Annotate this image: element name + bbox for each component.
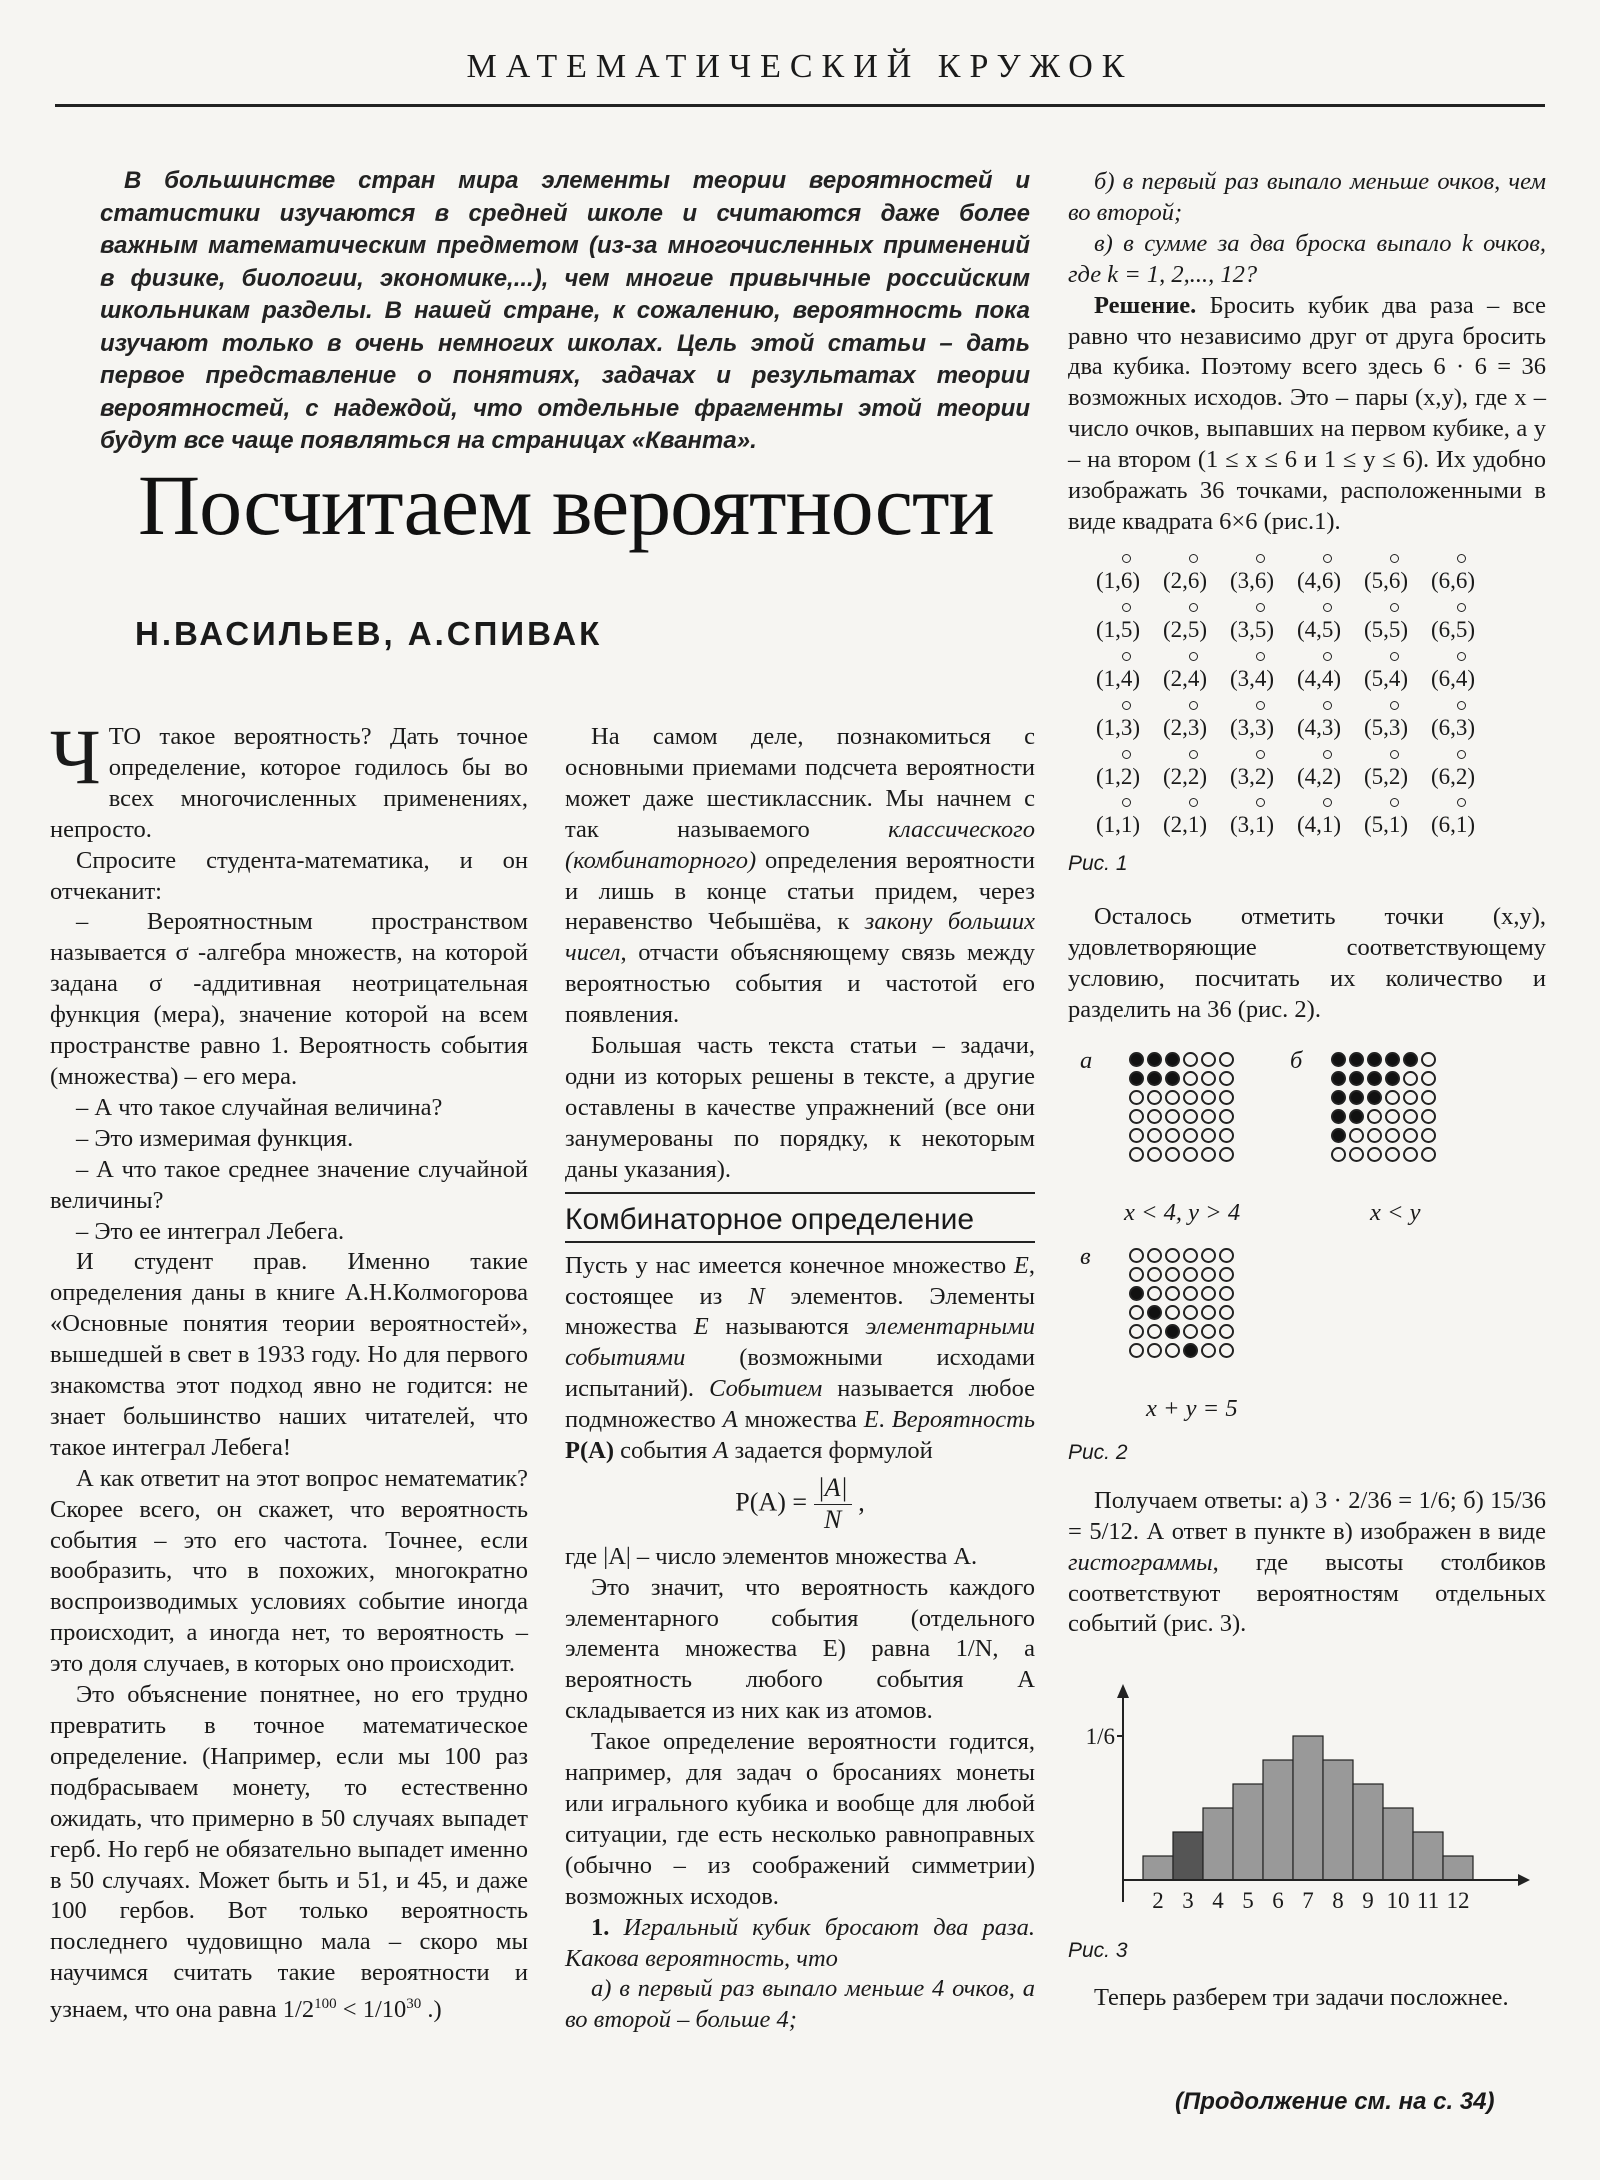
filled-dot (1349, 1090, 1364, 1105)
filled-dot (1367, 1090, 1382, 1105)
filled-dot (1147, 1071, 1162, 1086)
filled-dot (1349, 1052, 1364, 1067)
empty-dot (1403, 1128, 1418, 1143)
empty-dot (1201, 1090, 1216, 1105)
figure-1-point: (3,6) (1230, 554, 1297, 597)
col1-paragraph-2: Спросите студента-математика, и он отчеканит: (50, 846, 528, 905)
figure-2c-label: в (1080, 1242, 1091, 1270)
empty-dot (1385, 1147, 1400, 1162)
col2-paragraph-5: Это значит, что вероятность каждого элементарного события (отдельного элемента множества E) равна 1/N, а вероятность любого события A складывается из них как из атомов. (565, 1573, 1035, 1725)
probability-formula: P(A) = $\frac{|A|}{N}$ , (735, 1472, 865, 1534)
x-tick-label: 12 (1446, 1888, 1470, 1914)
article-authors: Н.ВАСИЛЬЕВ, А.СПИВАК (135, 615, 603, 652)
figure-2c-caption: x + y = 5 (1146, 1394, 1238, 1422)
filled-dot (1331, 1071, 1346, 1086)
empty-dot (1183, 1248, 1198, 1263)
empty-dot (1421, 1071, 1436, 1086)
col2-paragraph-1: На самом деле, познакомиться с основными приемами подсчета вероятности может даже шестиклассник. Мы начнем с так называемого классического (комбинаторного) определения вероятности и лишь в конце статьи придем, через неравенство Чебышёва, к закону больших чисел, отчасти объясняющему связь между вероятностью события и частотой его появления. (565, 723, 1035, 1029)
empty-dot (1147, 1267, 1162, 1282)
figure-1-point: (2,2) (1163, 750, 1230, 793)
empty-dot (1349, 1128, 1364, 1143)
figure-1-point: (1,3) (1096, 701, 1163, 744)
empty-dot (1219, 1248, 1234, 1263)
x-tick-label: 4 (1212, 1888, 1224, 1914)
histogram-bar (1143, 1856, 1173, 1880)
empty-dot (1219, 1324, 1234, 1339)
x-tick-label: 3 (1182, 1888, 1194, 1914)
figure-1-point: (2,1) (1163, 798, 1230, 841)
empty-dot (1165, 1267, 1180, 1282)
empty-dot (1129, 1324, 1144, 1339)
figure-3-histogram (1068, 1680, 1538, 1930)
empty-dot (1219, 1343, 1234, 1358)
task-1-a: а) в первый раз выпало меньше 4 очков, а во второй – больше 4; (565, 1975, 1035, 2034)
figure-2a-label: а (1080, 1046, 1093, 1074)
figure-1-point: (6,1) (1431, 798, 1498, 841)
filled-dot (1367, 1071, 1382, 1086)
figure-1-point: (5,5) (1364, 603, 1431, 646)
empty-dot (1183, 1090, 1198, 1105)
empty-dot (1403, 1109, 1418, 1124)
histogram-bar (1383, 1808, 1413, 1880)
empty-dot (1219, 1109, 1234, 1124)
empty-dot (1219, 1305, 1234, 1320)
figure-1-point: (6,2) (1431, 750, 1498, 793)
empty-dot (1201, 1286, 1216, 1301)
x-axis-arrow (1518, 1874, 1530, 1886)
empty-dot (1349, 1147, 1364, 1162)
filled-dot (1147, 1305, 1162, 1320)
filled-dot (1129, 1286, 1144, 1301)
filled-dot (1147, 1052, 1162, 1067)
col2-paragraph-6: Такое определение вероятности годится, например, для задач о бросаниях монеты или игрального кубика и вообще для любой ситуации, где есть несколько равноправных (обычно – из соображений симметрии) возможных исходов. (565, 1728, 1035, 1910)
empty-dot (1331, 1147, 1346, 1162)
figure-1-point: (2,5) (1163, 603, 1230, 646)
filled-dot (1385, 1052, 1400, 1067)
empty-dot (1201, 1267, 1216, 1282)
filled-dot (1165, 1071, 1180, 1086)
figure-1-point: (2,4) (1163, 652, 1230, 695)
empty-dot (1183, 1052, 1198, 1067)
filled-dot (1331, 1052, 1346, 1067)
figure-1-point: (3,1) (1230, 798, 1297, 841)
figure-1-caption: Рис. 1 (1068, 852, 1128, 876)
empty-dot (1201, 1109, 1216, 1124)
figure-1-point: (6,5) (1431, 603, 1498, 646)
filled-dot (1129, 1052, 1144, 1067)
empty-dot (1165, 1109, 1180, 1124)
empty-dot (1147, 1343, 1162, 1358)
filled-dot (1331, 1090, 1346, 1105)
figure-1-point: (3,5) (1230, 603, 1297, 646)
empty-dot (1403, 1147, 1418, 1162)
empty-dot (1165, 1128, 1180, 1143)
empty-dot (1183, 1109, 1198, 1124)
empty-dot (1147, 1090, 1162, 1105)
figure-1-point: (1,6) (1096, 554, 1163, 597)
empty-dot (1183, 1305, 1198, 1320)
figure-2a-caption: x < 4, y > 4 (1124, 1198, 1241, 1226)
histogram-bar (1263, 1760, 1293, 1880)
filled-dot (1183, 1343, 1198, 1358)
col1-paragraph-7: – Это ее интеграл Лебега. (76, 1217, 345, 1245)
figure-2b-caption: x < y (1370, 1198, 1421, 1226)
col1-paragraph-8: И студент прав. Именно такие определения даны в книге А.Н.Колмогорова «Основные понятия теории вероятностей», вышедшей в свет в 1933 году. Но для первого знакомства этот подход явно не годится: не знает большинство наших читателей, что такое интеграл Лебега! (50, 1248, 528, 1461)
filled-dot (1385, 1071, 1400, 1086)
figure-2a-dots (1128, 1050, 1236, 1164)
figure-1-point: (5,2) (1364, 750, 1431, 793)
filled-dot (1165, 1324, 1180, 1339)
empty-dot (1385, 1090, 1400, 1105)
filled-dot (1331, 1109, 1346, 1124)
figure-1-point: (1,5) (1096, 603, 1163, 646)
figure-1-point: (5,4) (1364, 652, 1431, 695)
empty-dot (1385, 1109, 1400, 1124)
empty-dot (1219, 1052, 1234, 1067)
section-heading: Комбинаторное определение (565, 1192, 1035, 1243)
figure-1-point: (6,6) (1431, 554, 1498, 597)
drop-cap: Ч (50, 713, 101, 800)
filled-dot (1349, 1109, 1364, 1124)
col1-paragraph-1: ЧТО такое вероятность? Дать точное определение, которое годилось бы во всех многочисленных применениях, непросто. (50, 713, 528, 843)
figure-1-point: (4,4) (1297, 652, 1364, 695)
empty-dot (1367, 1147, 1382, 1162)
empty-dot (1147, 1109, 1162, 1124)
empty-dot (1403, 1071, 1418, 1086)
empty-dot (1183, 1286, 1198, 1301)
answers-paragraph: Получаем ответы: а) 3 · 2/36 = 1/6; б) 15/36 = 5/12. А ответ в пункте в) изображен в виде гистограммы, где высоты столбиков соответствуют вероятностям отдельных событий (рис. 3). (1068, 1486, 1546, 1638)
figure-1-point: (1,4) (1096, 652, 1163, 695)
empty-dot (1147, 1147, 1162, 1162)
histogram-bar (1293, 1736, 1323, 1880)
col1-paragraph-6: – А что такое среднее значение случайной величины? (50, 1155, 528, 1214)
empty-dot (1183, 1128, 1198, 1143)
histogram-bar (1203, 1808, 1233, 1880)
figure-1-point: (4,3) (1297, 701, 1364, 744)
empty-dot (1219, 1090, 1234, 1105)
empty-dot (1183, 1071, 1198, 1086)
empty-dot (1403, 1090, 1418, 1105)
empty-dot (1421, 1109, 1436, 1124)
x-tick-label: 8 (1332, 1888, 1344, 1914)
column-3 (1068, 167, 1546, 2014)
col2-paragraph-4: где |A| – число элементов множества A. (565, 1542, 978, 1570)
histogram-bar (1233, 1784, 1263, 1880)
histogram-bar (1173, 1832, 1203, 1880)
empty-dot (1147, 1324, 1162, 1339)
figure-1-point: (1,1) (1096, 798, 1163, 841)
empty-dot (1165, 1248, 1180, 1263)
figure-2 (1068, 1046, 1546, 1486)
empty-dot (1183, 1147, 1198, 1162)
empty-dot (1129, 1248, 1144, 1263)
empty-dot (1219, 1267, 1234, 1282)
x-tick-label: 5 (1242, 1888, 1254, 1914)
empty-dot (1201, 1343, 1216, 1358)
x-tick-label: 7 (1302, 1888, 1314, 1914)
empty-dot (1165, 1286, 1180, 1301)
empty-dot (1129, 1305, 1144, 1320)
empty-dot (1219, 1147, 1234, 1162)
filled-dot (1403, 1052, 1418, 1067)
figure-1-point: (4,1) (1297, 798, 1364, 841)
figure-1-point: (1,2) (1096, 750, 1163, 793)
empty-dot (1421, 1052, 1436, 1067)
col1-paragraph-10: Это объяснение понятнее, но его трудно превратить в точное математическое определение. (Например, если мы 100 раз подбрасываем монету, то естественно ожидать, что примерно в 50 случаях выпадет герб. Но герб не обязательно выпадет именно в 50 случаях. Может быть и 51, и 45, и даже 100 гербов. Вот только вероятность последнего чудовищно мала – скоро мы научимся считать такие вероятности и узнаем, что она равна $1/2^{100} < 1/10^{30}$ .) (50, 1681, 528, 2024)
column-2 (565, 722, 1035, 2036)
filled-dot (1129, 1071, 1144, 1086)
filled-dot (1367, 1052, 1382, 1067)
empty-dot (1165, 1343, 1180, 1358)
figure-1-point: (5,3) (1364, 701, 1431, 744)
histogram-bar (1323, 1760, 1353, 1880)
column-1 (50, 713, 528, 2026)
empty-dot (1129, 1109, 1144, 1124)
figure-2b-label: б (1290, 1046, 1303, 1074)
empty-dot (1201, 1052, 1216, 1067)
filled-dot (1331, 1128, 1346, 1143)
figure-1-point: (6,3) (1431, 701, 1498, 744)
filled-dot (1165, 1052, 1180, 1067)
final-paragraph: Теперь разберем три задачи посложнее. (1094, 1984, 1509, 2012)
empty-dot (1165, 1147, 1180, 1162)
figure-1-point: (2,6) (1163, 554, 1230, 597)
x-tick-label: 11 (1416, 1888, 1440, 1914)
figure-1-point: (2,3) (1163, 701, 1230, 744)
figure-3-caption: Рис. 3 (1068, 1939, 1128, 1963)
col1-paragraph-4: – А что такое случайная величина? (76, 1093, 443, 1121)
empty-dot (1421, 1090, 1436, 1105)
empty-dot (1129, 1128, 1144, 1143)
figure-1-point: (3,3) (1230, 701, 1297, 744)
task-1-c: в) в сумме за два броска выпало k очков, где k = 1, 2,..., 12? (1068, 229, 1546, 288)
empty-dot (1165, 1305, 1180, 1320)
histogram-bar (1353, 1784, 1383, 1880)
col2-paragraph-2: Большая часть текста статьи – задачи, одни из которых решены в тексте, а другие оставлены в качестве упражнений (все они занумерованы по порядку, к некоторым даны указания). (565, 1032, 1035, 1183)
empty-dot (1201, 1147, 1216, 1162)
empty-dot (1147, 1128, 1162, 1143)
histogram-bar (1443, 1856, 1473, 1880)
histogram-bar (1413, 1832, 1443, 1880)
col1-paragraph-9: А как ответит на этот вопрос нематематик? Скорее всего, он скажет, что вероятность события – это его частота. Точнее, если вообразить, что в похожих, многократно воспроизводимых условиях событие иногда происходит, а иногда нет, то вероятность – это доля случаев, в которых оно происходит. (50, 1464, 528, 1678)
figure-2c-dots (1128, 1246, 1236, 1360)
task-1: 1. Игральный кубик бросают два раза. Какова вероятность, что (565, 1913, 1035, 1972)
col3-paragraph-after-fig1: Осталось отметить точки (x,y), удовлетворяющие соответствующему условию, посчитать их количество и разделить на 36 (рис. 2). (1068, 903, 1546, 1023)
empty-dot (1201, 1305, 1216, 1320)
intro-paragraph: В большинстве стран мира элементы теории вероятностей и статистики изучаются в средней школе и считаются даже более важным математическим предметом (из-за многочисленных применений в физике, биологии, экономике,...), чем многие привычные российским школьникам разделы. В нашей стране, к сожалению, вероятность пока изучают только в очень немногих школах. Цель этой статьи – дать первое представление о понятиях, задачах и результатах теории вероятностей, с надеждой, что отдельные фрагменты этой теории будут все чаще появляться на страницах «Кванта». (100, 167, 1030, 454)
solution-paragraph: Решение. Бросить кубик два раза – все равно что независимо друг от друга бросить два кубика. Поэтому всего здесь 6 · 6 = 36 возможных исходов. Это – пары (x,y), где x – число очков, выпавших на первом кубике, а y – на втором (1 ≤ x ≤ 6 и 1 ≤ y ≤ 6). Их удобно изображать 36 точками, расположенными в виде квадрата 6×6 (рис.1). (1068, 291, 1546, 535)
empty-dot (1201, 1248, 1216, 1263)
empty-dot (1421, 1147, 1436, 1162)
figure-1-point: (4,2) (1297, 750, 1364, 793)
empty-dot (1129, 1343, 1144, 1358)
x-tick-label: 6 (1272, 1888, 1284, 1914)
x-tick-label: 2 (1152, 1888, 1164, 1914)
y-tick-label: 1/6 (1085, 1724, 1115, 1750)
figure-2-caption: Рис. 2 (1068, 1440, 1128, 1464)
empty-dot (1201, 1324, 1216, 1339)
filled-dot (1349, 1071, 1364, 1086)
x-tick-label: 9 (1362, 1888, 1374, 1914)
header-rule (55, 104, 1545, 107)
continuation-note: (Продолжение см. на с. 34) (1175, 2088, 1495, 2115)
empty-dot (1219, 1128, 1234, 1143)
figure-2b-dots (1330, 1050, 1438, 1164)
empty-dot (1385, 1128, 1400, 1143)
section-header: МАТЕМАТИЧЕСКИЙ КРУЖОК (466, 48, 1134, 85)
task-1-b: б) в первый раз выпало меньше очков, чем во второй; (1068, 168, 1546, 226)
figure-1-point: (5,1) (1364, 798, 1431, 841)
empty-dot (1183, 1324, 1198, 1339)
empty-dot (1147, 1286, 1162, 1301)
empty-dot (1367, 1109, 1382, 1124)
x-tick-label: 10 (1386, 1888, 1410, 1914)
figure-1-point: (5,6) (1364, 554, 1431, 597)
figure-1-point: (4,6) (1297, 554, 1364, 597)
col1-paragraph-3: – Вероятностным пространством называется σ -алгебра множеств, на которой задана σ -аддитивная неотрицательная функция (мера), значение которой на всем пространстве равно 1. Вероятность события (множества) – его мера. (50, 908, 528, 1090)
empty-dot (1129, 1090, 1144, 1105)
empty-dot (1129, 1267, 1144, 1282)
empty-dot (1367, 1128, 1382, 1143)
figure-1-point: (4,5) (1297, 603, 1364, 646)
figure-1-point: (3,2) (1230, 750, 1297, 793)
empty-dot (1201, 1128, 1216, 1143)
empty-dot (1421, 1128, 1436, 1143)
y-axis-arrow (1117, 1684, 1129, 1698)
figure-1-grid (1096, 554, 1546, 841)
article-title: Посчитаем вероятности (138, 457, 994, 553)
empty-dot (1129, 1147, 1144, 1162)
empty-dot (1147, 1248, 1162, 1263)
col2-paragraph-3: Пусть у нас имеется конечное множество E, состоящее из N элементов. Элементы множества E называются элементарными событиями (возможными исходами испытаний). Событием называется любое подмножество A множества E. Вероятность P(A) события A задается формулой (565, 1251, 1036, 1465)
col1-paragraph-5: – Это измеримая функция. (76, 1124, 354, 1152)
empty-dot (1165, 1090, 1180, 1105)
figure-1-point: (3,4) (1230, 652, 1297, 695)
empty-dot (1183, 1267, 1198, 1282)
figure-1-point: (6,4) (1431, 652, 1498, 695)
empty-dot (1219, 1286, 1234, 1301)
empty-dot (1219, 1071, 1234, 1086)
empty-dot (1201, 1071, 1216, 1086)
